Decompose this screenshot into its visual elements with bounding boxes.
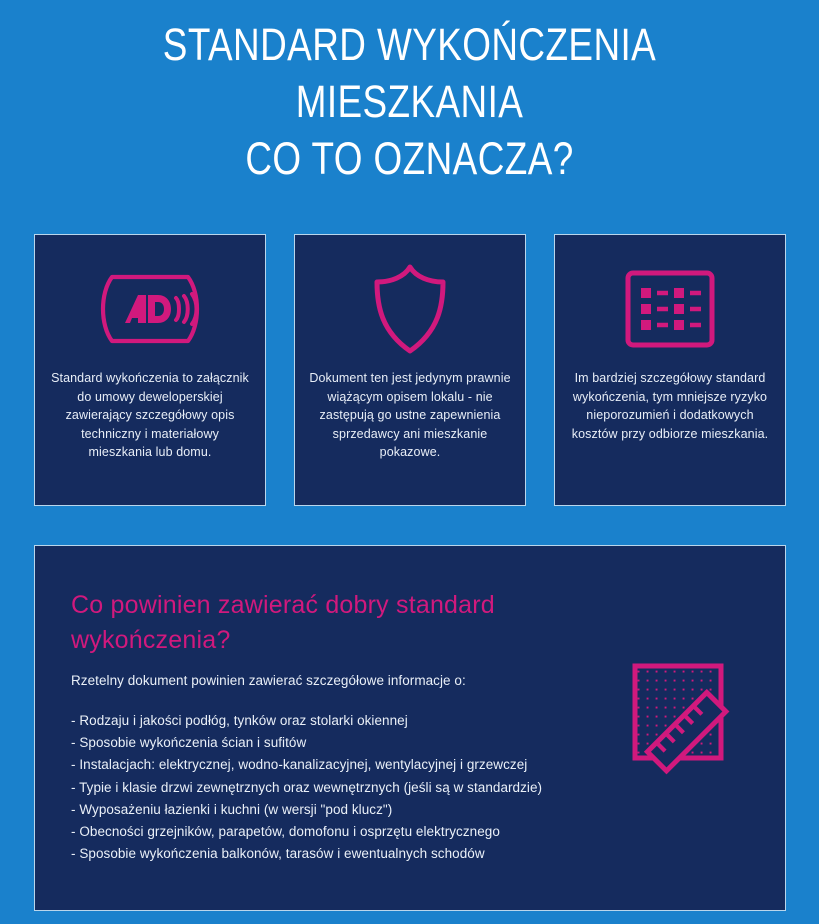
info-card-1	[34, 234, 266, 506]
info-card-2-text: Dokument ten jest jedynym prawnie wiążącym opisem lokalu - nie zastępują go ustne zapewnienia sprzedawcy ani mieszkanie pokazowe.	[309, 371, 511, 459]
list-item: - Sposobie wykończenia balkonów, tarasów i ewentualnych schodów	[71, 846, 485, 862]
list-item: - Rodzaju i jakości podłóg, tynków oraz stolarki okiennej	[71, 713, 408, 728]
info-card-3-text: Im bardziej szczegółowy standard wykończenia, tym mniejsze ryzyko nieporozumień i dodatkowych kosztów przy odbiorze mieszkania.	[571, 371, 769, 441]
list-item: - Sposobie wykończenia ścian i sufitów	[71, 735, 307, 751]
list-item: - Wyposażeniu łazienki i kuchni (w wersji "pod klucz")	[71, 801, 393, 817]
details-panel-heading: Co powinien zawierać dobry standard wykończenia?	[71, 591, 495, 654]
page-title-line-2: MIESZKANIA	[295, 76, 524, 127]
info-card-2	[294, 234, 526, 506]
info-card-3	[554, 234, 786, 506]
info-cards-row	[34, 234, 786, 506]
list-item: - Typie i klasie drzwi zewnętrznych oraz wewnętrznych (jeśli są w standardzie)	[71, 779, 543, 795]
checklist-grid-icon	[624, 249, 716, 369]
page-title-line-3: CO TO OZNACZA?	[245, 133, 574, 184]
info-card-1-text: Standard wykończenia to załącznik do umowy deweloperskiej zawierający szczegółowy opis techniczny i materiałowy mieszkania lub domu.	[51, 371, 249, 459]
list-item: - Obecności grzejników, parapetów, domofonu i osprzętu elektrycznego	[71, 824, 500, 840]
details-panel-list	[71, 710, 542, 865]
page-title-line-1: STANDARD WYKOŃCZENIA	[162, 19, 657, 70]
shield-icon	[371, 249, 449, 369]
list-item: - Instalacjach: elektrycznej, wodno-kanalizacyjnej, wentylacyjnej i grzewczej	[71, 757, 528, 773]
details-panel	[34, 545, 786, 911]
audio-description-icon	[98, 249, 202, 369]
blueprint-ruler-icon	[625, 658, 745, 783]
page-title	[0, 0, 819, 187]
details-panel-intro: Rzetelny dokument powinien zawierać szczegółowe informacje o:	[71, 673, 466, 688]
